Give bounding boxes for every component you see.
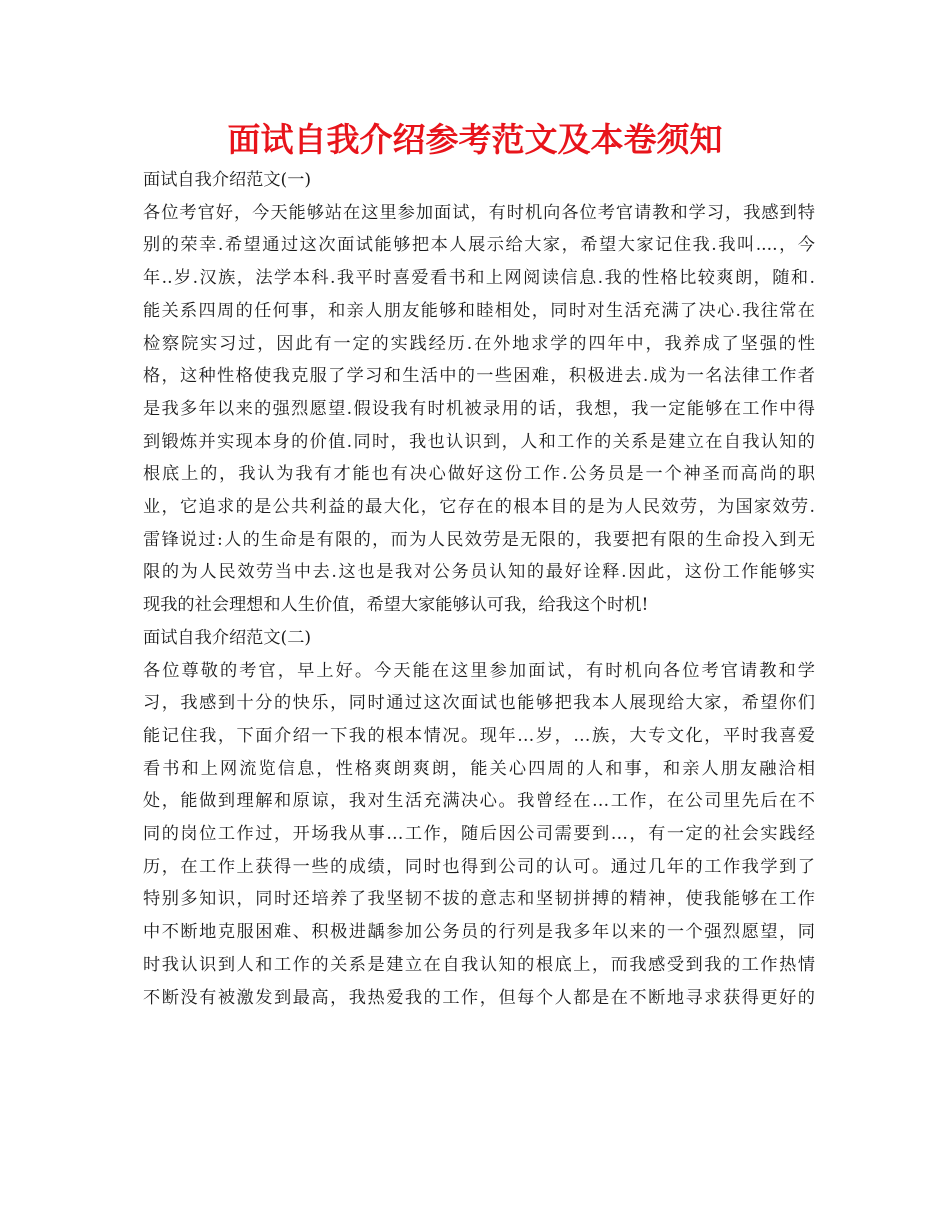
document-body [143,164,815,1014]
paragraph-line: 历，在工作上获得一些的成绩，同时也得到公司的认可。通过几年的工作我学到了 [143,856,815,877]
paragraph-line: 限的为人民效劳当中去.这也是我对公务员认知的最好诠释.因此，这份工作能够实 [143,562,815,583]
paragraph-line: 到锻炼并实现本身的价值.同时，我也认识到，人和工作的关系是建立在自我认知的 [143,431,815,452]
paragraph-line: 能关系四周的任何事，和亲人朋友能够和睦相处，同时对生活充满了决心.我往常在 [143,300,815,321]
section-heading: 面试自我介绍范文(二) [143,627,312,648]
paragraph-line: 现我的社会理想和人生价值，希望大家能够认可我，给我这个时机! [143,595,649,616]
paragraph-line: 是我多年以来的强烈愿望.假设我有时机被录用的话，我想，我一定能够在工作中得 [143,398,815,419]
paragraph-line: 中不断地克服困难、积极进龋参加公务员的行列是我多年以来的一个强烈愿望，同 [143,922,815,943]
paragraph-line: 格，这种性格使我克服了学习和生活中的一些困难，积极进去.成为一名法律工作者 [143,366,815,387]
paragraph-line: 别的荣幸.希望通过这次面试能够把本人展示给大家，希望大家记住我.我叫....，今 [143,235,815,256]
paragraph-line: 能记住我，下面介绍一下我的根本情况。现年…岁，…族，大专文化，平时我喜爱 [143,725,815,746]
section-heading: 面试自我介绍范文(一) [143,170,312,190]
paragraph-line: 检察院实习过，因此有一定的实践经历.在外地求学的四年中，我养成了坚强的性 [143,333,815,354]
paragraph-line: 各位考官好，今天能够站在这里参加面试，有时机向各位考官请教和学习，我感到特 [143,202,815,223]
paragraph-line: 同的岗位工作过，开场我从事…工作，随后因公司需要到…，有一定的社会实践经 [143,824,815,845]
paragraph-line: 特别多知识，同时还培养了我坚韧不拔的意志和坚韧拼搏的精神，使我能够在工作 [143,889,815,910]
paragraph-line: 习，我感到十分的快乐，同时通过这次面试也能够把我本人展现给大家，希望你们 [143,693,815,714]
paragraph-line: 根底上的，我认为我有才能也有决心做好这份工作.公务员是一个神圣而高尚的职 [143,464,815,485]
paragraph-line: 年..岁.汉族，法学本科.我平时喜爱看书和上网阅读信息.我的性格比较爽朗，随和. [143,268,815,289]
paragraph-line: 雷锋说过:人的生命是有限的，而为人民效劳是无限的，我要把有限的生命投入到无 [143,529,815,550]
paragraph-line: 业，它追求的是公共利益的最大化，它存在的根本目的是为人民效劳，为国家效劳. [143,497,815,518]
paragraph-line: 处，能做到理解和原谅，我对生活充满决心。我曾经在…工作，在公司里先后在不 [143,791,815,812]
paragraph-line: 不断没有被激发到最高，我热爱我的工作，但每个人都是在不断地寻求获得更好的 [143,987,815,1008]
section-paragraph [143,197,815,622]
paragraph-line: 看书和上网流览信息，性格爽朗爽朗，能关心四周的人和事，和亲人朋友融洽相 [143,758,815,779]
paragraph-line: 时我认识到人和工作的关系是建立在自我认知的根底上，而我感受到我的工作热情 [143,954,815,975]
document-title: 面试自我介绍参考范文及本卷须知 [227,120,723,159]
section-paragraph [143,655,815,1015]
paragraph-line: 各位尊敬的考官，早上好。今天能在这里参加面试，有时机向各位考官请教和学 [143,660,815,681]
